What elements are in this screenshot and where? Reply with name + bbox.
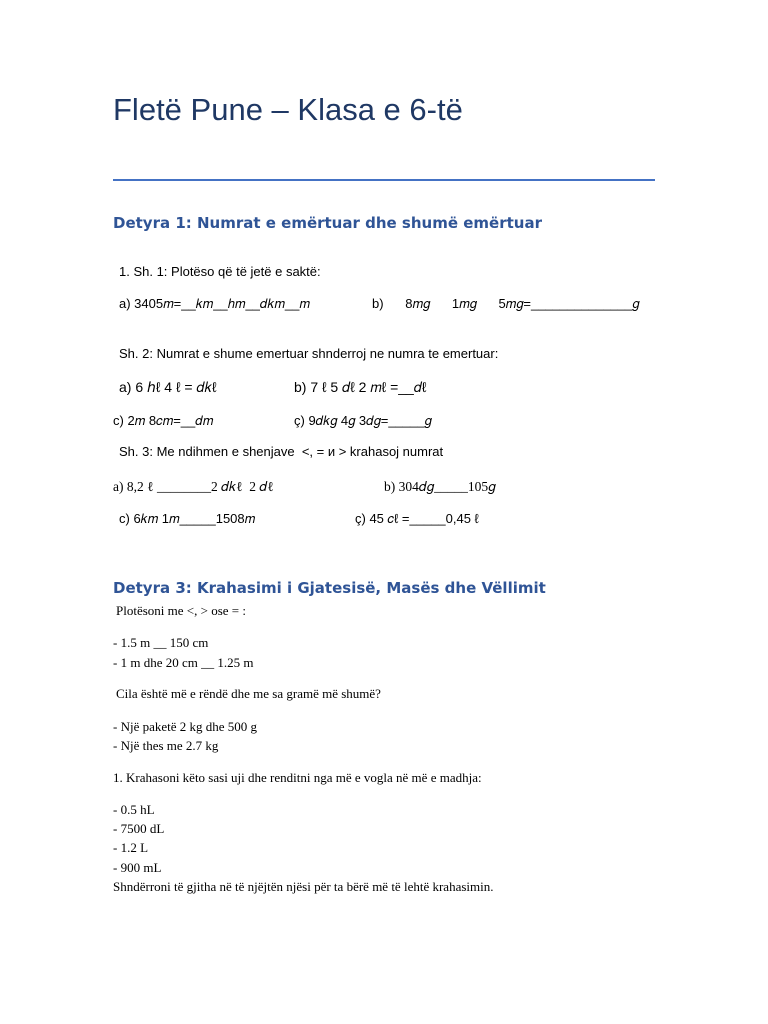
task3-heading: Detyra 3: Krahasimi i Gjatesisë, Masës dhe Vëllimit	[113, 579, 546, 597]
page-title: Fletë Pune – Klasa e 6-të	[113, 92, 463, 127]
s1-item-b: b) 8𝑚𝑔 1𝑚𝑔 5𝑚𝑔=______________𝑔	[372, 296, 640, 311]
volume-item: - 1.2 L	[113, 840, 149, 855]
s2-item-b: b) 7 ℓ 5 𝑑ℓ 2 𝑚ℓ =__𝑑ℓ	[294, 379, 427, 395]
s2-item-a: a) 6 ℎℓ 4 ℓ = 𝑑𝑘ℓ	[119, 379, 217, 395]
volume-item: - 7500 dL	[113, 821, 165, 836]
s2-intro: Sh. 2: Numrat e shume emertuar shnderroj ne numra te emertuar:	[119, 346, 499, 361]
s2-item-cc: ç) 9𝑑𝑘𝑔 4𝑔 3𝑑𝑔=_____𝑔	[294, 413, 432, 428]
title-underline	[113, 179, 655, 181]
question-order-volumes: 1. Krahasoni këto sasi uji dhe renditni nga më e vogla në më e madhja:	[113, 770, 482, 785]
comparison-item: - 1 m dhe 20 cm __ 1.25 m	[113, 655, 254, 670]
volume-item: - 900 mL	[113, 860, 162, 875]
closing-instruction: Shndërroni të gjitha në të njëjtën njësi për ta bërë më të lehtë krahasimin.	[113, 879, 494, 894]
weight-item: - Një thes me 2.7 kg	[113, 738, 219, 753]
volume-item: - 0.5 hL	[113, 802, 155, 817]
s1-item-a: a) 3405𝑚=__𝑘𝑚__ℎ𝑚__𝑑𝑘𝑚__𝑚	[119, 296, 310, 311]
task3-intro: Plotësoni me <, > ose = :	[116, 603, 246, 618]
task1-heading: Detyra 1: Numrat e emërtuar dhe shumë emërtuar	[113, 214, 542, 232]
s3-intro: Sh. 3: Me ndihmen e shenjave <, = и > krahasoj numrat	[119, 444, 444, 459]
s3-item-a: a) 8,2 ℓ ________2 𝑑𝑘ℓ 2 𝑑ℓ	[113, 479, 274, 494]
weight-item: - Një paketë 2 kg dhe 500 g	[113, 719, 258, 734]
s2-item-c: c) 2𝑚 8𝑐𝑚=__𝑑𝑚	[113, 413, 214, 428]
question-heavier: Cila është më e rëndë dhe me sa gramë më shumë?	[116, 686, 381, 701]
s3-item-b: b) 304𝑑𝑔_____105𝑔	[384, 479, 496, 494]
s3-item-c: c) 6𝑘𝑚 1𝑚_____1508𝑚	[119, 511, 256, 526]
s3-item-cc: ç) 45 𝑐ℓ =_____0,45 ℓ	[355, 511, 479, 526]
comparison-item: - 1.5 m __ 150 cm	[113, 635, 209, 650]
s1-intro: 1. Sh. 1: Plotëso që të jetë e saktë:	[119, 264, 321, 279]
